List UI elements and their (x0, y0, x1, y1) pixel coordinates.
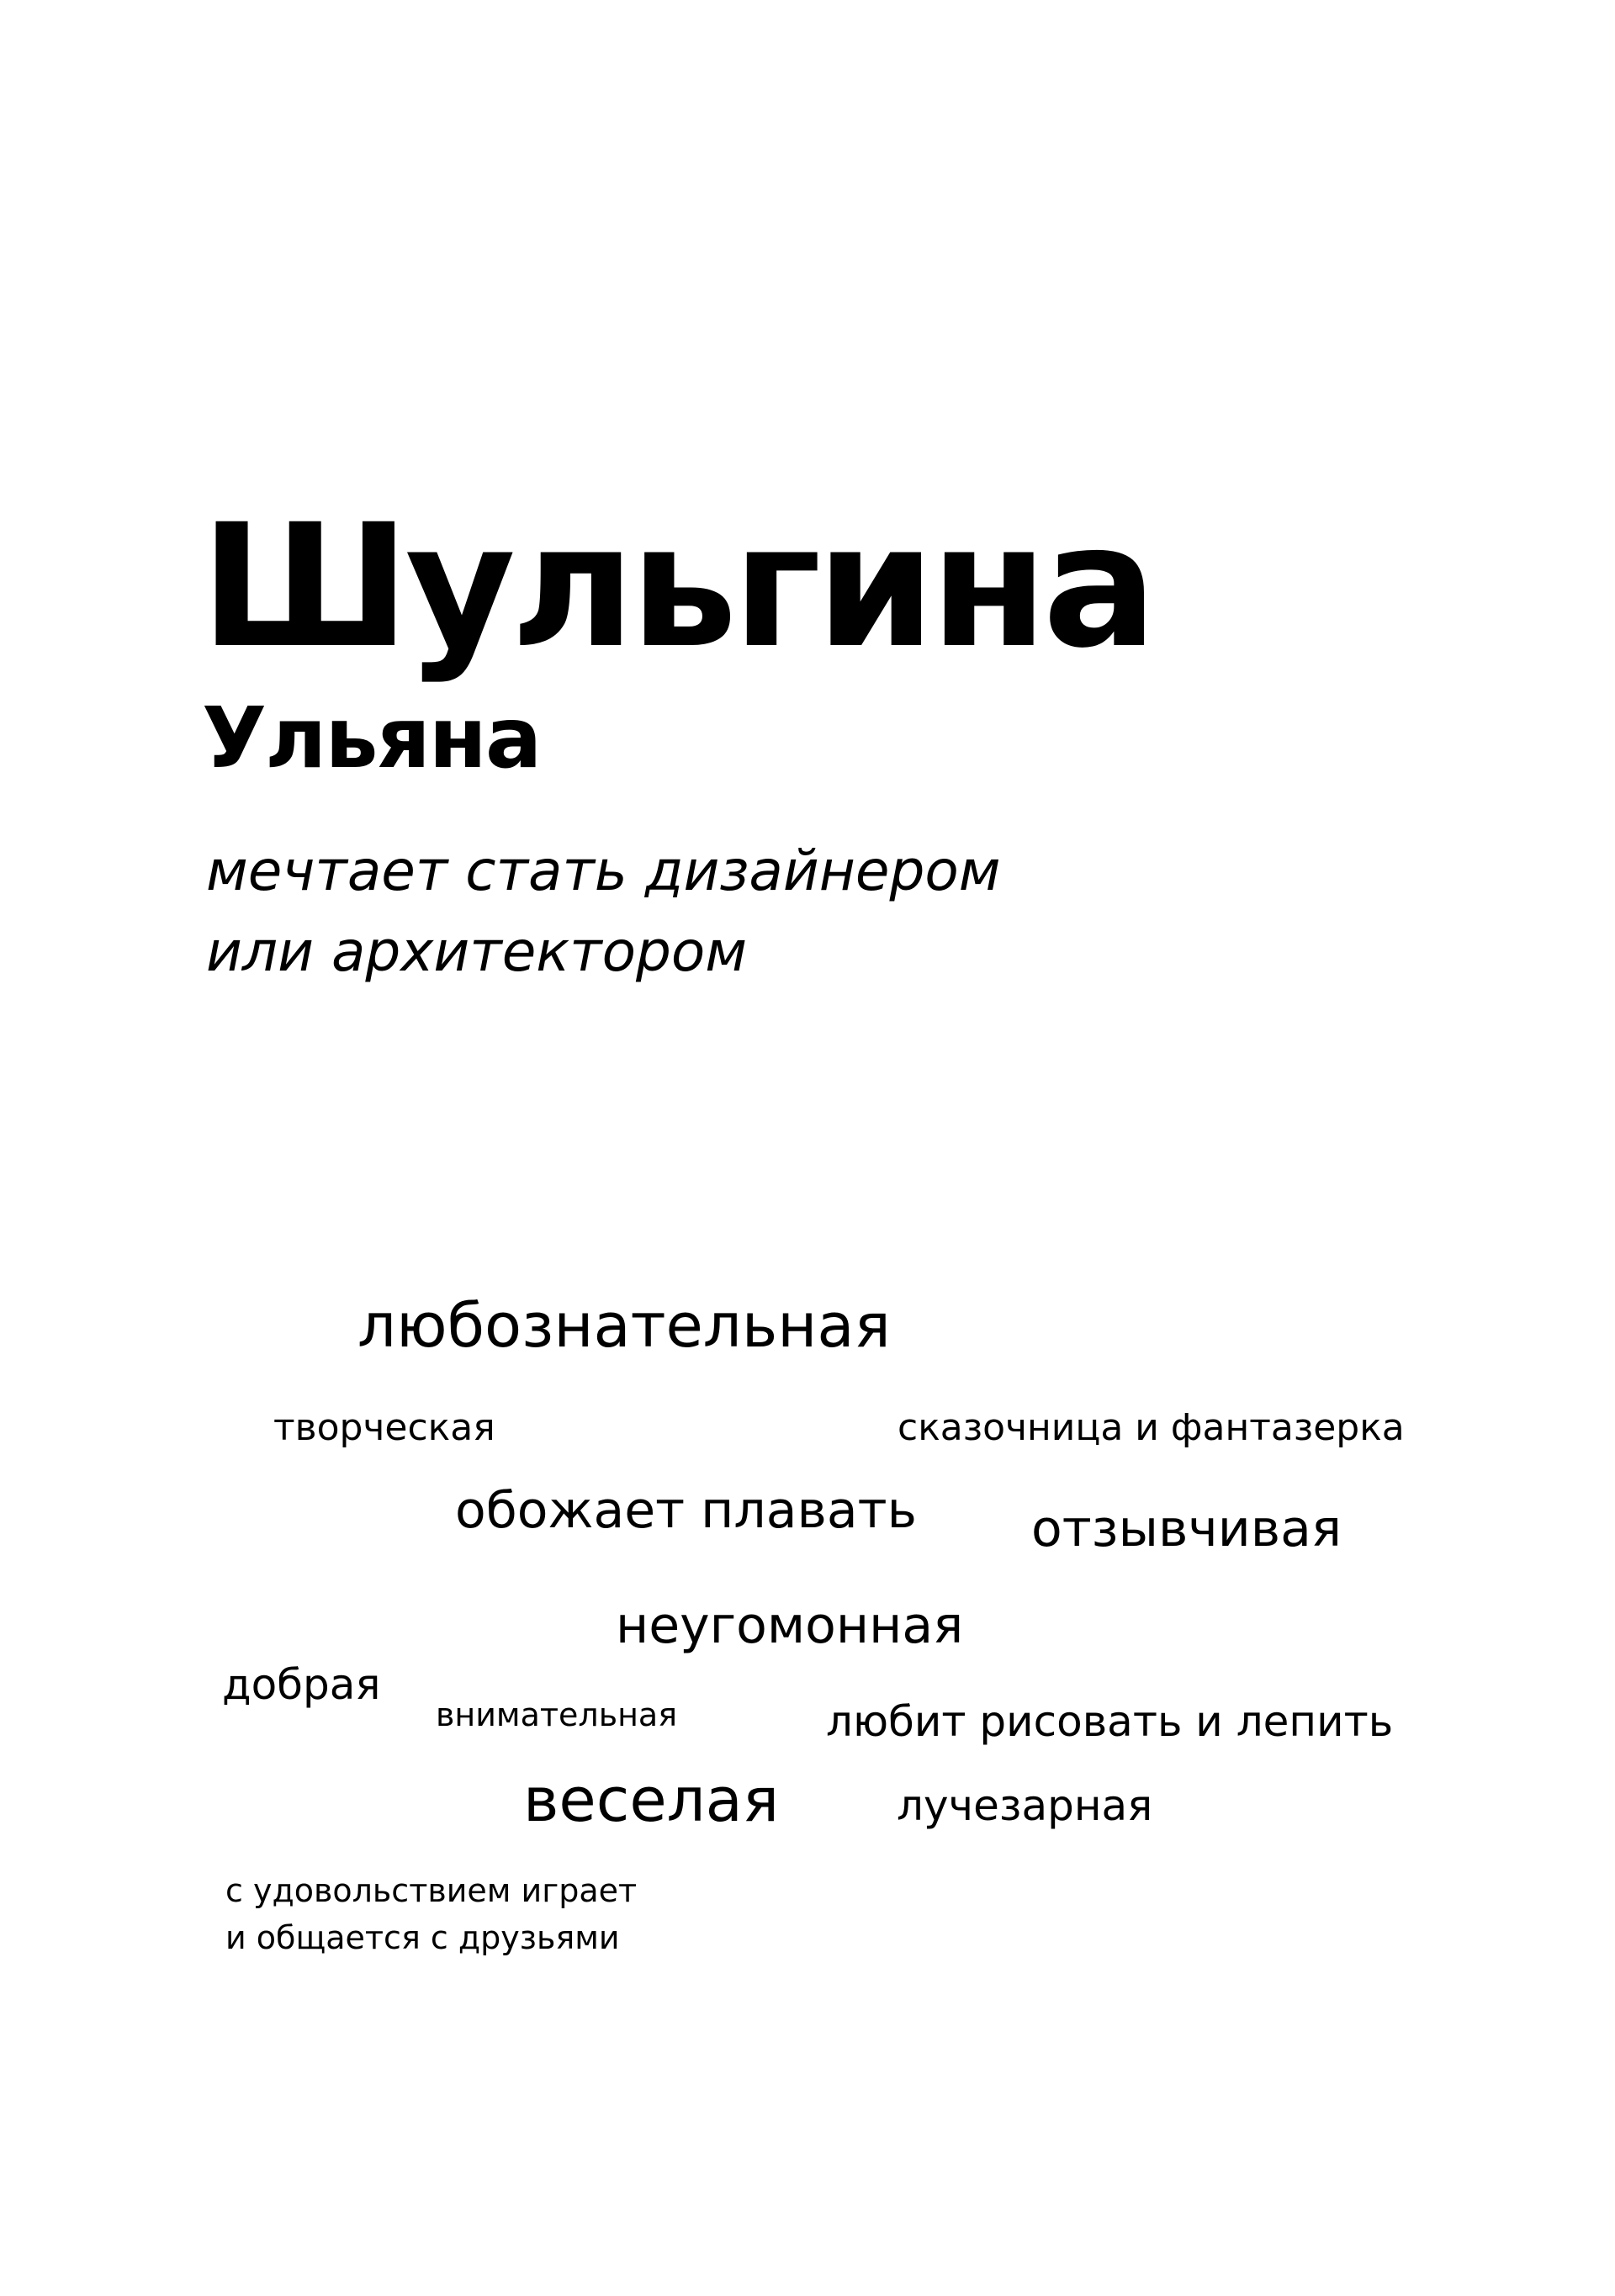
dream-line-1: мечтает стать дизайнером (206, 839, 1001, 903)
trait-responsive: отзывчивая (1031, 1500, 1342, 1558)
trait-friends (225, 1867, 982, 1961)
trait-radiant: лучезарная (897, 1781, 1153, 1830)
trait-kind: добрая (222, 1660, 381, 1709)
first-name: Ульяна (202, 689, 541, 787)
trait-storyteller: сказочница и фантазерка (898, 1406, 1405, 1449)
dream-text (206, 831, 1300, 992)
dream-line-2: или архитектором (206, 919, 748, 984)
trait-cheerful: веселая (523, 1764, 780, 1835)
trait-creative: творческая (273, 1406, 495, 1449)
trait-friends-line-2: и общается с друзьями (225, 1919, 620, 1956)
trait-attentive: внимательная (436, 1696, 678, 1733)
trait-drawing: любит рисовать и лепить (826, 1697, 1394, 1746)
trait-restless: неугомонная (616, 1596, 964, 1655)
trait-friends-line-1: с удовольствием играет (225, 1872, 638, 1909)
trait-swimming: обожает плавать (455, 1481, 917, 1540)
trait-curious: любознательная (357, 1290, 891, 1361)
surname-title: Шульгина (200, 487, 1152, 685)
